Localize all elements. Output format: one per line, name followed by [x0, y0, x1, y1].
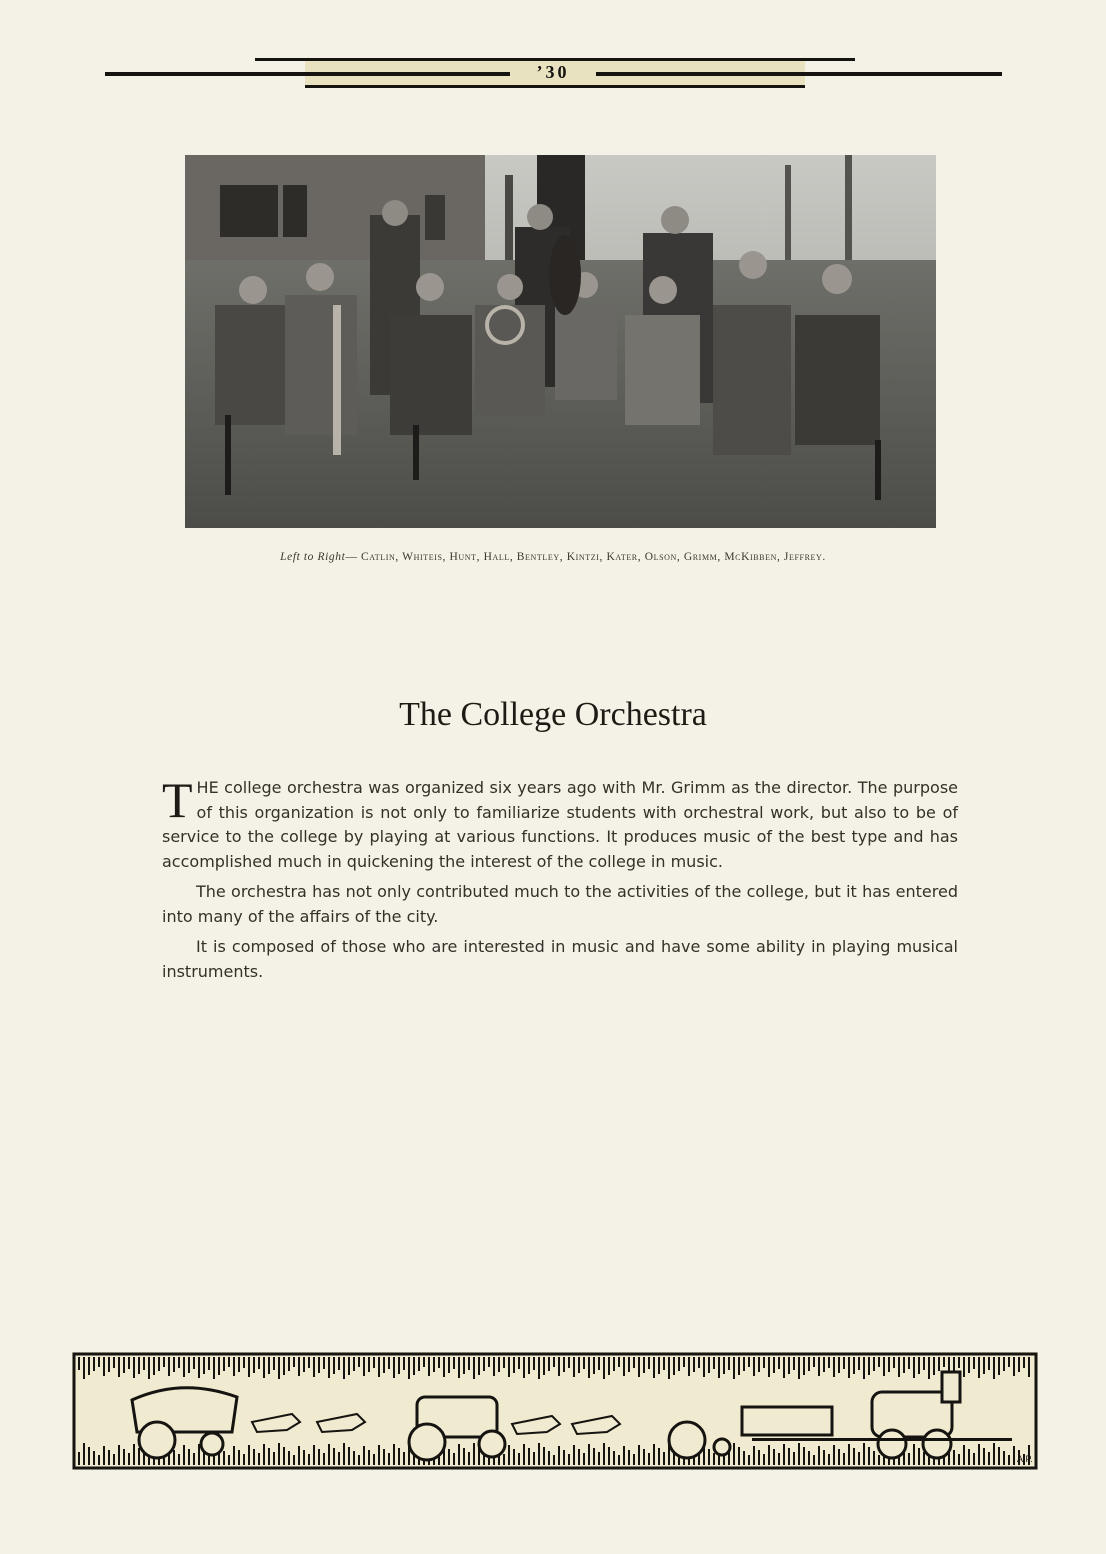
- paragraph-3: It is composed of those who are interested in music and have some ability in playing musical instruments.: [162, 937, 958, 981]
- paragraph-2: The orchestra has not only contributed much to the activities of the college, but it has entered into many of the affairs of the city.: [162, 882, 958, 926]
- footer-band: [72, 1352, 1038, 1470]
- transport-frieze-illustration: [72, 1352, 1038, 1470]
- header-rule-bottom: [305, 85, 805, 88]
- header-rule-left: [105, 72, 510, 76]
- orchestra-photo: [185, 155, 936, 528]
- caption-lead: Left to Right: [280, 551, 346, 563]
- footer-signature: A.P.: [1017, 1454, 1033, 1464]
- header-rule-right: [596, 72, 1002, 76]
- article-body: [162, 772, 958, 990]
- article-title: The College Orchestra: [399, 696, 707, 733]
- photo-caption: [150, 551, 956, 563]
- paragraph-1: [162, 772, 958, 874]
- caption-names: Catlin, Whiteis, Hunt, Hall, Bentley, Kintzi, Kater, Olson, Grimm, McKibben, Jeffrey.: [361, 551, 826, 563]
- page-header: [0, 0, 1106, 100]
- year-label: ’30: [536, 62, 570, 82]
- paragraph-1-text: HE college orchestra was organized six years ago with Mr. Grimm as the director. The purpose of this organization is not only to familiarize students with orchestral work, but also to be of service to the college by playing at various functions. It produces music of the best type and has accomplished much in quickening the interest of the college in music.: [162, 778, 958, 871]
- photo-illustration: [185, 155, 936, 528]
- caption-separator: —: [345, 551, 358, 563]
- header-rule-top: [255, 58, 855, 61]
- drop-cap: T: [162, 772, 193, 828]
